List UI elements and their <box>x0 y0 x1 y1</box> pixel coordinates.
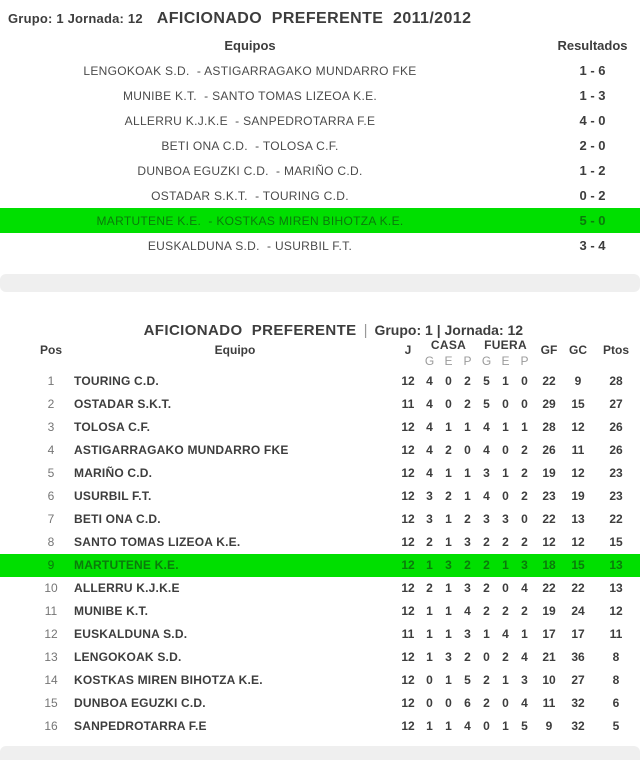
goals-for-header: GF <box>540 343 558 357</box>
goals-for-cell: 10 <box>542 673 556 687</box>
away-losses-cell: 0 <box>521 374 528 388</box>
goals-against-cell: 11 <box>571 443 585 457</box>
away-wins-cell: 5 <box>483 397 490 411</box>
away-draws-subheader: E <box>501 354 510 368</box>
away-wins-cell: 3 <box>483 466 490 480</box>
away-draws-cell: 0 <box>502 443 509 457</box>
home-draws-cell: 0 <box>445 397 452 411</box>
home-wins-cell: 1 <box>426 650 433 664</box>
played-cell: 12 <box>401 581 415 595</box>
home-wins-cell: 0 <box>426 696 433 710</box>
team-name-cell: BETI ONA C.D. <box>74 512 161 526</box>
away-draws-cell: 2 <box>502 604 509 618</box>
group-jornada-label: Grupo: 1 Jornada: 12 <box>8 11 143 26</box>
match-row <box>0 108 640 133</box>
bottom-divider <box>0 746 640 760</box>
home-losses-cell: 1 <box>464 466 471 480</box>
standings-table <box>0 330 640 738</box>
standings-competition-label: AFICIONADO PREFERENTE <box>143 322 357 339</box>
results-header <box>0 0 640 28</box>
away-draws-cell: 1 <box>502 374 509 388</box>
home-losses-cell: 2 <box>464 512 471 526</box>
match-score: 3 - 4 <box>579 238 606 253</box>
home-wins-cell: 3 <box>426 512 433 526</box>
home-draws-cell: 1 <box>445 627 452 641</box>
resultados-column-header: Resultados <box>557 37 628 53</box>
position-cell: 9 <box>47 558 55 572</box>
home-draws-cell: 1 <box>445 466 452 480</box>
goals-against-cell: 19 <box>571 489 585 503</box>
team-name-cell: MUNIBE K.T. <box>74 604 149 618</box>
table-row <box>0 600 640 623</box>
match-row <box>0 83 640 108</box>
away-losses-cell: 2 <box>521 443 528 457</box>
points-cell: 22 <box>609 512 623 526</box>
team-name-cell: SANTO TOMAS LIZEOA K.E. <box>74 535 241 549</box>
home-losses-cell: 3 <box>464 581 471 595</box>
position-cell: 6 <box>47 489 55 503</box>
goals-against-cell: 12 <box>571 535 585 549</box>
goals-for-cell: 29 <box>542 397 556 411</box>
table-row <box>0 577 640 600</box>
position-cell: 13 <box>44 650 58 664</box>
away-draws-cell: 1 <box>502 673 509 687</box>
played-cell: 12 <box>401 673 415 687</box>
team-name-cell: OSTADAR S.K.T. <box>74 397 172 411</box>
away-wins-cell: 4 <box>483 489 490 503</box>
played-cell: 12 <box>401 489 415 503</box>
home-draws-cell: 3 <box>445 650 452 664</box>
match-teams-label: BETI ONA C.D. - TOLOSA C.F. <box>161 138 339 153</box>
table-row <box>0 370 640 393</box>
played-cell: 12 <box>401 512 415 526</box>
goals-against-cell: 13 <box>571 512 585 526</box>
standings-section <box>0 300 640 738</box>
goals-for-cell: 28 <box>542 420 556 434</box>
team-name-cell: LENGOKOAK S.D. <box>74 650 182 664</box>
home-losses-cell: 5 <box>464 673 471 687</box>
match-score: 1 - 2 <box>579 163 606 178</box>
played-cell: 11 <box>401 397 415 411</box>
goals-against-cell: 32 <box>571 696 585 710</box>
away-losses-cell: 0 <box>521 512 528 526</box>
competition-title: AFICIONADO PREFERENTE 2011/2012 <box>156 10 472 27</box>
table-row <box>0 554 640 577</box>
away-wins-subheader: G <box>481 354 492 368</box>
home-losses-cell: 2 <box>464 397 471 411</box>
position-cell: 12 <box>44 627 58 641</box>
away-draws-cell: 0 <box>502 397 509 411</box>
match-row <box>0 183 640 208</box>
points-cell: 11 <box>609 627 623 641</box>
position-cell: 4 <box>47 443 55 457</box>
home-wins-cell: 4 <box>426 374 433 388</box>
home-wins-cell: 4 <box>426 420 433 434</box>
away-wins-cell: 4 <box>483 443 490 457</box>
match-score: 5 - 0 <box>579 213 606 228</box>
away-wins-cell: 4 <box>483 420 490 434</box>
team-name-cell: DUNBOA EGUZKI C.D. <box>74 696 206 710</box>
points-cell: 28 <box>609 374 623 388</box>
home-losses-cell: 4 <box>464 719 471 733</box>
home-wins-subheader: G <box>424 354 435 368</box>
table-row <box>0 462 640 485</box>
home-draws-cell: 1 <box>445 673 452 687</box>
goals-for-cell: 19 <box>542 466 556 480</box>
goals-for-cell: 19 <box>542 604 556 618</box>
team-name-cell: TOLOSA C.F. <box>74 420 151 434</box>
points-cell: 5 <box>612 719 620 733</box>
table-row <box>0 439 640 462</box>
team-name-cell: TOURING C.D. <box>74 374 159 388</box>
team-name-cell: ALLERRU K.J.K.E <box>74 581 180 595</box>
points-cell: 23 <box>609 489 623 503</box>
away-losses-cell: 2 <box>521 489 528 503</box>
home-draws-cell: 1 <box>445 719 452 733</box>
goals-against-cell: 9 <box>574 374 582 388</box>
results-section <box>0 0 640 258</box>
match-teams-label: DUNBOA EGUZKI C.D. - MARIÑO C.D. <box>137 163 363 178</box>
away-losses-cell: 4 <box>521 581 528 595</box>
equipos-column-header: Equipos <box>224 37 276 53</box>
played-cell: 12 <box>401 650 415 664</box>
home-losses-cell: 1 <box>464 420 471 434</box>
home-losses-cell: 2 <box>464 650 471 664</box>
away-wins-cell: 2 <box>483 696 490 710</box>
home-draws-cell: 1 <box>445 512 452 526</box>
goals-for-cell: 22 <box>542 374 556 388</box>
played-cell: 12 <box>401 374 415 388</box>
goals-against-cell: 22 <box>571 581 585 595</box>
away-wins-cell: 1 <box>483 627 490 641</box>
match-row <box>0 158 640 183</box>
match-teams-label: MUNIBE K.T. - SANTO TOMAS LIZEOA K.E. <box>122 88 378 103</box>
home-losses-cell: 0 <box>464 443 471 457</box>
away-wins-cell: 3 <box>483 512 490 526</box>
points-cell: 27 <box>609 397 623 411</box>
standings-title <box>0 300 640 339</box>
goals-against-cell: 17 <box>571 627 585 641</box>
away-losses-cell: 5 <box>521 719 528 733</box>
points-cell: 8 <box>612 673 620 687</box>
home-draws-cell: 0 <box>445 696 452 710</box>
position-cell: 3 <box>47 420 55 434</box>
section-divider <box>0 274 640 292</box>
match-teams-label: MARTUTENE K.E. - KOSTKAS MIREN BIHOTZA K.E. <box>96 213 404 228</box>
position-cell: 8 <box>47 535 55 549</box>
home-losses-cell: 4 <box>464 604 471 618</box>
table-row <box>0 669 640 692</box>
goals-against-cell: 27 <box>571 673 585 687</box>
home-wins-cell: 1 <box>426 627 433 641</box>
team-name-cell: ASTIGARRAGAKO MUNDARRO FKE <box>74 443 289 457</box>
table-row <box>0 508 640 531</box>
away-losses-cell: 0 <box>521 397 528 411</box>
table-row <box>0 715 640 738</box>
goals-against-cell: 15 <box>571 397 585 411</box>
home-draws-cell: 1 <box>445 581 452 595</box>
goals-against-cell: 32 <box>571 719 585 733</box>
home-wins-cell: 3 <box>426 489 433 503</box>
position-cell: 7 <box>47 512 55 526</box>
away-losses-cell: 4 <box>521 650 528 664</box>
goals-for-cell: 9 <box>545 719 553 733</box>
table-row <box>0 692 640 715</box>
position-cell: 14 <box>44 673 58 687</box>
team-name-cell: SANPEDROTARRA F.E <box>74 719 207 733</box>
match-row <box>0 58 640 83</box>
home-draws-subheader: E <box>444 354 453 368</box>
goals-for-cell: 23 <box>542 489 556 503</box>
played-cell: 12 <box>401 443 415 457</box>
played-cell: 12 <box>401 420 415 434</box>
home-losses-cell: 3 <box>464 535 471 549</box>
away-draws-cell: 1 <box>502 719 509 733</box>
match-score: 4 - 0 <box>579 113 606 128</box>
home-draws-cell: 1 <box>445 604 452 618</box>
table-row <box>0 531 640 554</box>
goals-for-cell: 11 <box>542 696 556 710</box>
team-name-cell: EUSKALDUNA S.D. <box>74 627 188 641</box>
goals-for-cell: 18 <box>542 558 556 572</box>
away-losses-cell: 2 <box>521 604 528 618</box>
home-draws-cell: 3 <box>445 558 452 572</box>
home-wins-cell: 4 <box>426 443 433 457</box>
points-cell: 12 <box>609 604 623 618</box>
away-draws-cell: 2 <box>502 650 509 664</box>
away-draws-cell: 4 <box>502 627 509 641</box>
table-row <box>0 485 640 508</box>
match-teams-label: OSTADAR S.K.T. - TOURING C.D. <box>151 188 349 203</box>
home-wins-cell: 1 <box>426 719 433 733</box>
position-cell: 2 <box>47 397 55 411</box>
goals-against-cell: 24 <box>571 604 585 618</box>
played-header: J <box>404 343 412 357</box>
team-name-cell: MARIÑO C.D. <box>74 466 153 480</box>
played-cell: 12 <box>401 719 415 733</box>
away-wins-cell: 2 <box>483 558 490 572</box>
away-losses-cell: 4 <box>521 696 528 710</box>
points-cell: 26 <box>609 443 623 457</box>
points-cell: 13 <box>609 558 623 572</box>
pos-header: Pos <box>39 343 62 357</box>
home-losses-subheader: P <box>463 354 472 368</box>
away-draws-cell: 2 <box>502 535 509 549</box>
goals-for-cell: 22 <box>542 581 556 595</box>
fuera-header: FUERA <box>484 338 527 352</box>
match-row <box>0 208 640 233</box>
goals-for-cell: 21 <box>542 650 556 664</box>
home-draws-cell: 2 <box>445 489 452 503</box>
home-losses-cell: 6 <box>464 696 471 710</box>
match-score: 2 - 0 <box>579 138 606 153</box>
played-cell: 12 <box>401 696 415 710</box>
home-losses-cell: 1 <box>464 489 471 503</box>
match-teams-label: EUSKALDUNA S.D. - USURBIL F.T. <box>147 238 353 253</box>
away-draws-cell: 1 <box>502 558 509 572</box>
goals-against-cell: 12 <box>571 466 585 480</box>
away-losses-cell: 1 <box>521 420 528 434</box>
results-rows <box>0 58 640 258</box>
goals-for-cell: 17 <box>542 627 556 641</box>
table-row <box>0 623 640 646</box>
goals-against-header: GC <box>569 343 587 357</box>
away-wins-cell: 2 <box>483 581 490 595</box>
away-wins-cell: 0 <box>483 650 490 664</box>
points-cell: 26 <box>609 420 623 434</box>
home-losses-cell: 2 <box>464 558 471 572</box>
points-cell: 13 <box>609 581 623 595</box>
home-wins-cell: 2 <box>426 581 433 595</box>
away-losses-cell: 3 <box>521 673 528 687</box>
title-separator: | <box>363 322 368 339</box>
points-cell: 8 <box>612 650 620 664</box>
goals-against-cell: 36 <box>571 650 585 664</box>
goals-against-cell: 12 <box>571 420 585 434</box>
home-losses-cell: 3 <box>464 627 471 641</box>
position-cell: 11 <box>44 604 58 618</box>
home-wins-cell: 4 <box>426 397 433 411</box>
away-losses-subheader: P <box>520 354 529 368</box>
home-wins-cell: 2 <box>426 535 433 549</box>
position-cell: 10 <box>44 581 58 595</box>
home-losses-cell: 2 <box>464 374 471 388</box>
position-cell: 1 <box>47 374 55 388</box>
home-draws-cell: 1 <box>445 420 452 434</box>
played-cell: 12 <box>401 604 415 618</box>
team-name-cell: USURBIL F.T. <box>74 489 152 503</box>
standings-group-jornada-label: Grupo: 1 | Jornada: 12 <box>374 322 524 338</box>
goals-for-cell: 12 <box>542 535 556 549</box>
match-score: 1 - 3 <box>579 88 606 103</box>
position-cell: 15 <box>44 696 58 710</box>
points-cell: 23 <box>609 466 623 480</box>
away-draws-cell: 1 <box>502 420 509 434</box>
match-teams-label: LENGOKOAK S.D. - ASTIGARRAGAKO MUNDARRO FKE <box>83 63 417 78</box>
position-cell: 16 <box>44 719 58 733</box>
results-column-headers <box>0 36 640 54</box>
match-row <box>0 133 640 158</box>
table-row <box>0 646 640 669</box>
points-cell: 6 <box>612 696 620 710</box>
home-draws-cell: 1 <box>445 535 452 549</box>
match-teams-label: ALLERRU K.J.K.E - SANPEDROTARRA F.E <box>124 113 376 128</box>
played-cell: 12 <box>401 558 415 572</box>
home-wins-cell: 1 <box>426 558 433 572</box>
away-losses-cell: 1 <box>521 627 528 641</box>
match-row <box>0 233 640 258</box>
away-wins-cell: 2 <box>483 604 490 618</box>
played-cell: 11 <box>401 627 415 641</box>
away-losses-cell: 2 <box>521 466 528 480</box>
goals-for-cell: 22 <box>542 512 556 526</box>
table-row <box>0 393 640 416</box>
team-name-cell: MARTUTENE K.E. <box>74 558 179 572</box>
away-losses-cell: 3 <box>521 558 528 572</box>
goals-against-cell: 15 <box>571 558 585 572</box>
home-draws-cell: 0 <box>445 374 452 388</box>
position-cell: 5 <box>47 466 55 480</box>
home-wins-cell: 0 <box>426 673 433 687</box>
away-wins-cell: 5 <box>483 374 490 388</box>
home-draws-cell: 2 <box>445 443 452 457</box>
table-row <box>0 416 640 439</box>
played-cell: 12 <box>401 535 415 549</box>
casa-header: CASA <box>430 338 467 352</box>
away-wins-cell: 0 <box>483 719 490 733</box>
match-score: 0 - 2 <box>579 188 606 203</box>
away-wins-cell: 2 <box>483 673 490 687</box>
match-score: 1 - 6 <box>579 63 606 78</box>
away-wins-cell: 2 <box>483 535 490 549</box>
goals-for-cell: 26 <box>542 443 556 457</box>
away-draws-cell: 0 <box>502 489 509 503</box>
points-header: Ptos <box>602 343 629 357</box>
equipo-header: Equipo <box>214 343 256 357</box>
played-cell: 12 <box>401 466 415 480</box>
away-draws-cell: 0 <box>502 581 509 595</box>
home-wins-cell: 4 <box>426 466 433 480</box>
home-wins-cell: 1 <box>426 604 433 618</box>
team-name-cell: KOSTKAS MIREN BIHOTZA K.E. <box>74 673 263 687</box>
away-draws-cell: 0 <box>502 696 509 710</box>
away-draws-cell: 3 <box>502 512 509 526</box>
away-draws-cell: 1 <box>502 466 509 480</box>
standings-tbody <box>0 370 640 738</box>
points-cell: 15 <box>609 535 623 549</box>
away-losses-cell: 2 <box>521 535 528 549</box>
